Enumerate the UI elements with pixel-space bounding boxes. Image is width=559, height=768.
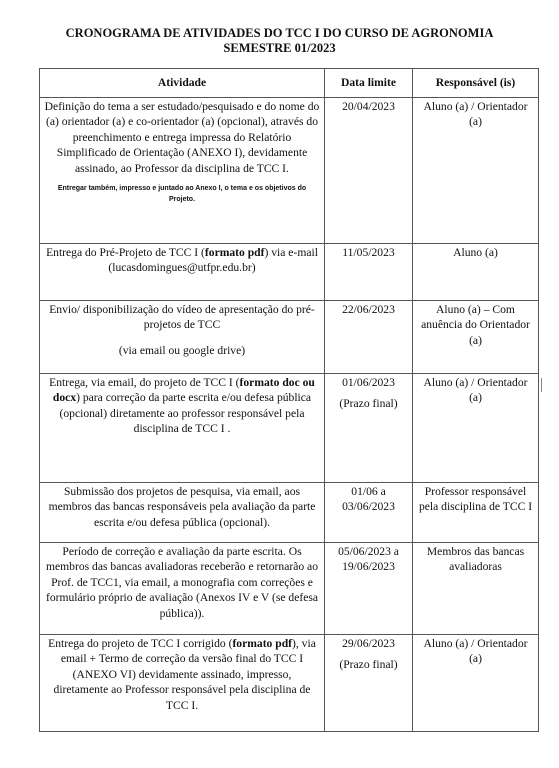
activity-cell — [40, 244, 325, 301]
activity-text-end: ), via email + Termo de correção da versão final do TCC I (ANEXO VI) devidamente assinado, impresso, diretamente ao Professor responsável pela disciplina de TCC I. — [53, 637, 316, 712]
date-value: 29/06/2023 — [342, 637, 395, 650]
date-cell: 05/06/2023 a 19/06/2023 — [325, 543, 413, 635]
date-cell: 01/06 a 03/06/2023 — [325, 483, 413, 543]
table-row — [40, 483, 539, 543]
responsible-cell: Aluno (a) — [413, 244, 539, 301]
title-line-2: SEMESTRE 01/2023 — [223, 41, 336, 55]
responsible-cell: Membros das bancas avaliadoras — [413, 543, 539, 635]
table-row — [40, 244, 539, 301]
responsible-cell: Aluno (a) / Orientador (a) — [413, 374, 539, 483]
activity-cell — [40, 301, 325, 374]
header-deadline: Data limite — [325, 69, 413, 98]
activity-extra: (via email ou google drive) — [118, 343, 246, 357]
activity-text-end: ) para correção da parte escrita e/ou defesa pública (opcional) diretamente ao professor responsável pela disciplina de TCC I . — [59, 391, 312, 436]
activity-cell: Período de correção e avaliação da parte escrita. Os membros das bancas avaliadoras receberão e retornarão ao Prof. de TCC1, via email, a monografia com correções e formulário próprio de avaliação (Anexos IV e V (se defesa pública)). — [40, 543, 325, 635]
responsible-cell: Aluno (a) – Com anuência do Orientador (a) — [413, 301, 539, 374]
responsible-cell: Aluno (a) / Orientador (a) — [413, 98, 539, 244]
activity-cell — [40, 98, 325, 244]
date-cell — [325, 635, 413, 732]
cursor-mark — [541, 378, 542, 392]
date-cell — [325, 374, 413, 483]
table-row — [40, 374, 539, 483]
activity-text: Entrega, via email, do projeto de TCC I ( — [49, 376, 240, 389]
title-line-1: CRONOGRAMA DE ATIVIDADES DO TCC I DO CURSO DE AGRONOMIA — [65, 26, 494, 40]
activity-format: formato pdf — [232, 637, 293, 650]
table-header-row — [40, 69, 539, 98]
date-value: 01/06/2023 — [342, 376, 395, 389]
activity-text: Definição do tema a ser estudado/pesquisado e do nome do (a) orientador (a) e co-orientador (a) (opcional), através do preenchimento e entrega impressa do Relatório Simplificado de Orientação (ANEXO I), devidamente assinado, ao Professor da disciplina de TCC I. — [44, 100, 320, 175]
activity-text: Entrega do projeto de TCC I corrigido ( — [48, 637, 233, 650]
document-title — [0, 26, 559, 56]
header-activity: Atividade — [40, 69, 325, 98]
schedule-table — [39, 68, 539, 732]
date-note: (Prazo final) — [339, 658, 398, 672]
activity-text: Envio/ disponibilização do vídeo de apresentação do pré-projetos de TCC — [49, 303, 315, 332]
table-row — [40, 635, 539, 732]
table-row — [40, 543, 539, 635]
date-note: (Prazo final) — [339, 397, 398, 411]
activity-cell — [40, 635, 325, 732]
activity-text: Entrega do Pré-Projeto de TCC I ( — [46, 246, 205, 259]
activity-text-end: ) via e-mail (lucasdomingues@utfpr.edu.br) — [108, 246, 318, 275]
activity-cell: Submissão dos projetos de pesquisa, via email, aos membros das bancas responsáveis pela avaliação da parte escrita e/ou defesa pública (opcional). — [40, 483, 325, 543]
responsible-cell: Professor responsável pela disciplina de TCC I — [413, 483, 539, 543]
activity-format: formato pdf — [204, 246, 265, 259]
table-row — [40, 301, 539, 374]
activity-cell — [40, 374, 325, 483]
activity-format: formato doc ou docx — [52, 376, 315, 405]
date-cell: 22/06/2023 — [325, 301, 413, 374]
date-cell: 20/04/2023 — [325, 98, 413, 244]
date-cell: 11/05/2023 — [325, 244, 413, 301]
table-row — [40, 98, 539, 244]
activity-note: Entregar também, impresso e juntado ao Anexo I, o tema e os objetivos do Projeto. — [57, 185, 307, 204]
header-responsible: Responsável (is) — [413, 69, 539, 98]
responsible-cell: Aluno (a) / Orientador (a) — [413, 635, 539, 732]
